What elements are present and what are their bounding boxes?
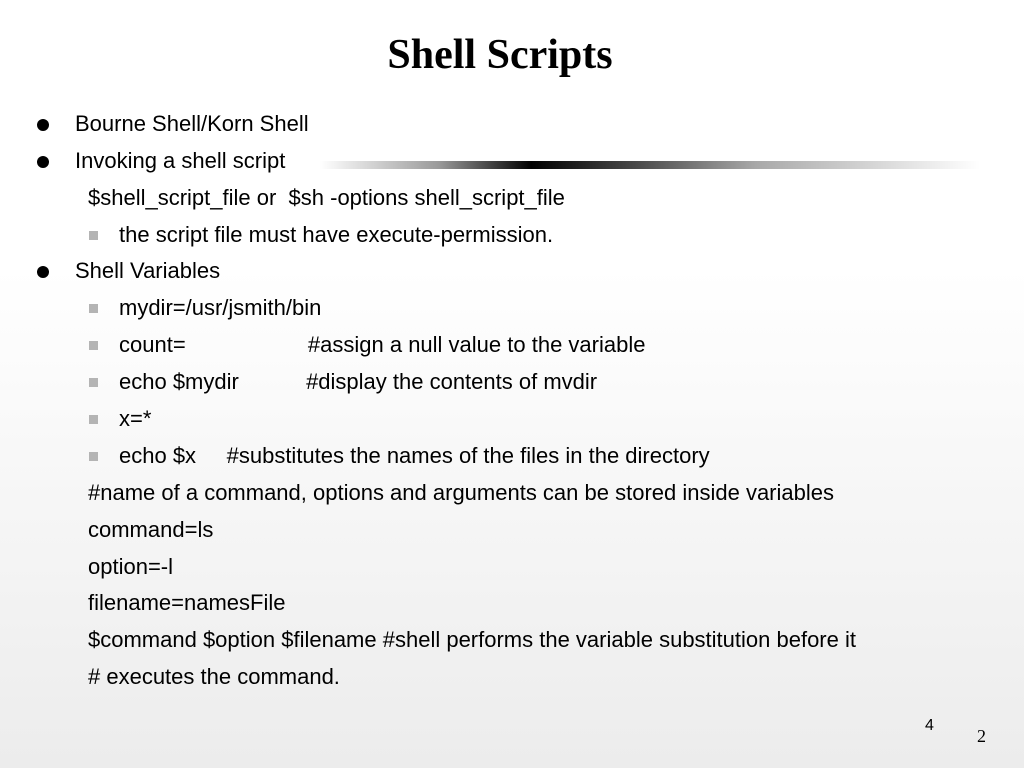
body-line: filename=namesFile	[88, 590, 286, 615]
bullet-square-icon	[89, 415, 98, 424]
bullet-square-icon	[89, 452, 98, 461]
sub-bullet-text: the script file must have execute-permission.	[119, 222, 554, 247]
sub-bullet-text: echo $mydir #display the contents of mvdir	[119, 369, 598, 394]
bullet-square-icon	[89, 231, 98, 240]
body-line: command=ls	[88, 517, 214, 542]
body-line: # executes the command.	[88, 664, 340, 689]
body-line: $shell_script_file or $sh -options shell_script_file	[88, 185, 565, 210]
bullet-text: Shell Variables	[75, 258, 221, 283]
sub-bullet-text: echo $x #substitutes the names of the files in the directory	[119, 443, 710, 468]
body-line: option=-l	[88, 554, 174, 579]
bullet-disc-icon	[37, 266, 49, 278]
body-line: #name of a command, options and arguments can be stored inside variables	[88, 480, 834, 505]
body-line: $command $option $filename #shell performs the variable substitution before it	[88, 627, 856, 652]
bullet-square-icon	[89, 304, 98, 313]
bullet-disc-icon	[37, 156, 49, 168]
sub-bullet-text: mydir=/usr/jsmith/bin	[119, 295, 322, 320]
bullet-square-icon	[89, 378, 98, 387]
slide-number: 4	[925, 717, 934, 734]
sub-bullet-text: count= #assign a null value to the variable	[119, 332, 646, 357]
bullet-text: Invoking a shell script	[75, 148, 286, 173]
page-number: 2	[977, 726, 986, 746]
slide-title: Shell Scripts	[387, 32, 613, 78]
bullet-square-icon	[89, 341, 98, 350]
gradient-divider	[320, 161, 980, 169]
sub-bullet-text: x=*	[119, 406, 152, 431]
bullet-disc-icon	[37, 119, 49, 131]
bullet-text: Bourne Shell/Korn Shell	[75, 111, 309, 136]
